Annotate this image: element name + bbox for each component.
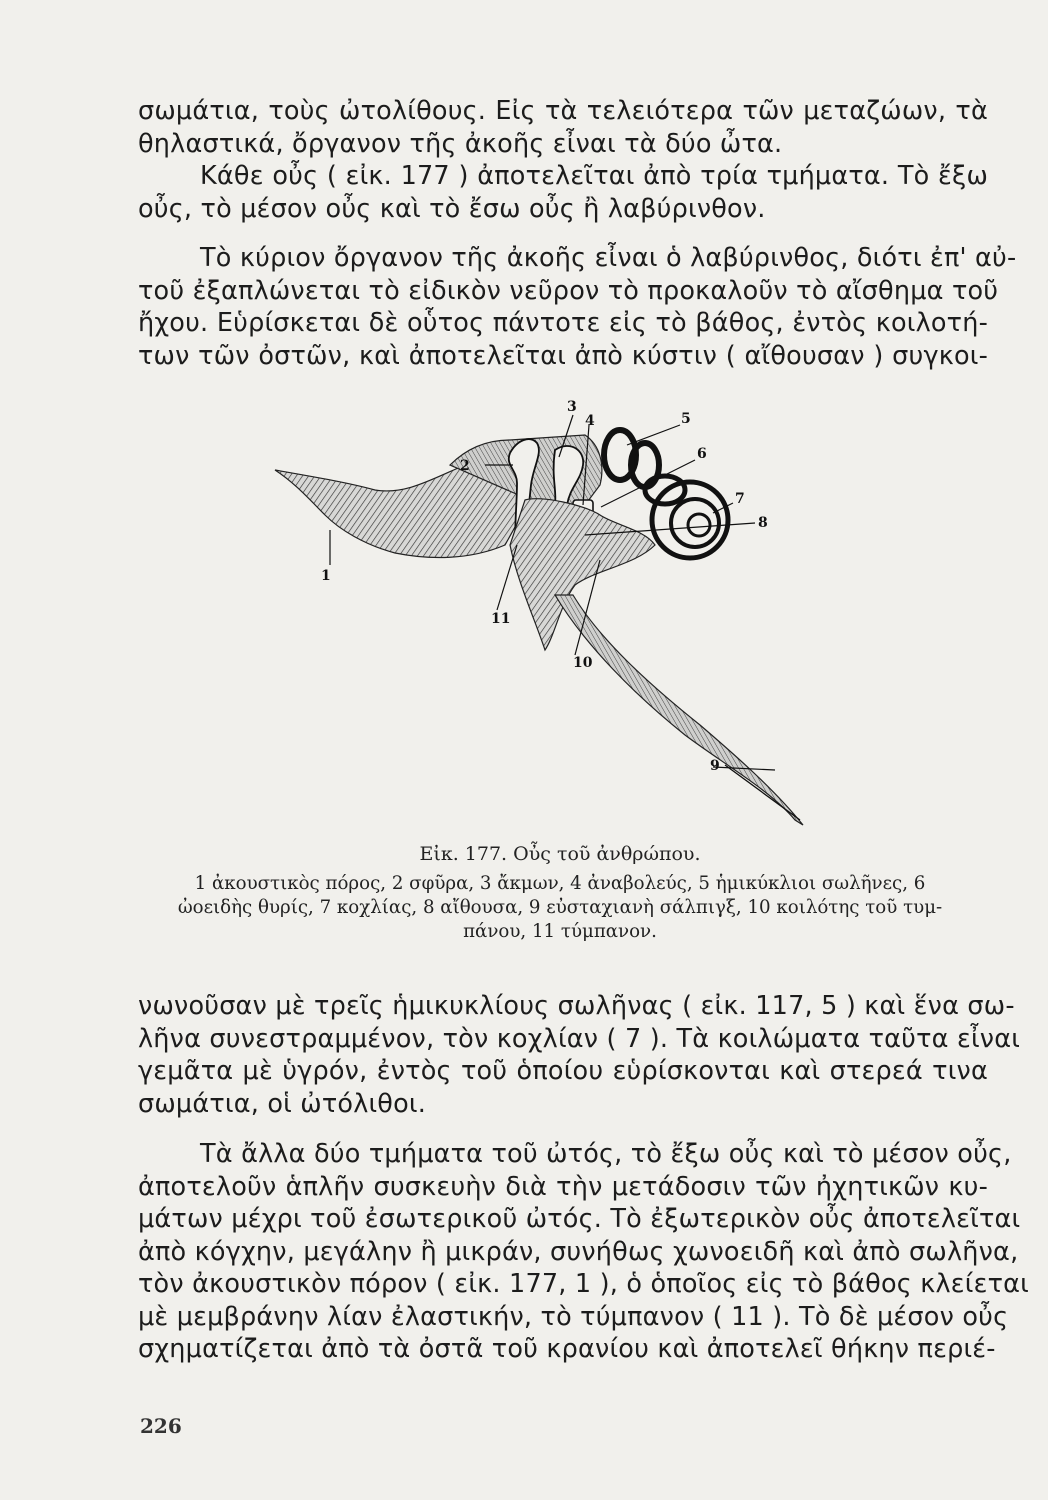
text-line: τοῦ ἐξαπλώνεται τὸ εἰδικὸν νεῦρον τὸ προκαλοῦν τὸ αἴσθημα τοῦ xyxy=(138,275,999,306)
figure-label: 10 xyxy=(573,655,593,671)
paragraph-3 xyxy=(138,990,1021,1120)
figure-caption-title: Εἰκ. 177. Οὖς τοῦ ἀνθρώπου. xyxy=(419,843,701,865)
caption-line: ὠοειδὴς θυρίς, 7 κοχλίας, 8 αἴθουσα, 9 εὐσταχιανὴ σάλπιγξ, 10 κοιλότης τοῦ τυμ- xyxy=(177,897,943,918)
text-line: ἤχου. Εὑρίσκεται δὲ οὗτος πάντοτε εἰς τὸ βάθος, ἐντὸς κοιλοτή- xyxy=(138,308,988,338)
figure-label: 6 xyxy=(697,446,707,462)
text-line: σωμάτια, τοὺς ὠτολίθους. Εἰς τὰ τελειότερα τῶν μεταζώων, τὰ xyxy=(138,96,988,126)
cochlea-shape xyxy=(688,514,710,536)
figure-label: 4 xyxy=(585,413,595,429)
text-line: λῆνα συνεστραμμένον, τὸν κοχλίαν ( 7 ). Τὰ κοιλώματα ταῦτα εἶναι xyxy=(138,1023,1021,1054)
text-line: θηλαστικά, ὄργανον τῆς ἀκοῆς εἶναι τὰ δύο ὦτα. xyxy=(138,128,783,159)
paragraph-2 xyxy=(138,242,1017,372)
text-line: Τὸ κύριον ὄργανον τῆς ἀκοῆς εἶναι ὁ λαβύρινθος, διότι ἐπ' αὐ- xyxy=(200,243,1017,273)
eustachian-tube-shape xyxy=(555,595,803,825)
text-line: των τῶν ὀστῶν, καὶ ἀποτελεῖται ἀπὸ κύστιν ( αἴθουσαν ) συγκοι- xyxy=(138,340,988,371)
text-line: τὸν ἀκουστικὸν πόρον ( εἰκ. 177, 1 ), ὁ ὁποῖος εἰς τὸ βάθος κλείεται xyxy=(138,1269,1029,1299)
text-line: μάτων μέχρι τοῦ ἐσωτερικοῦ ὠτός. Τὸ ἐξωτερικὸν οὖς ἀποτελεῖται xyxy=(138,1204,1021,1234)
page-number: 226 xyxy=(140,1414,182,1438)
text-line: Κάθε οὖς ( εἰκ. 177 ) ἀποτελεῖται ἀπὸ τρία τμήματα. Τὸ ἔξω xyxy=(200,161,988,191)
text-line: ἀπὸ κόγχην, μεγάλην ἢ μικράν, συνήθως χωνοειδῆ καὶ ἀπὸ σωλῆνα, xyxy=(138,1236,1019,1267)
figure-label: 8 xyxy=(758,515,768,531)
figure-label: 11 xyxy=(491,611,511,627)
paragraph-1 xyxy=(138,95,988,225)
figure-label: 9 xyxy=(710,758,720,774)
text-line: μὲ μεμβράνην λίαν ἐλαστικήν, τὸ τύμπανον ( 11 ). Τὸ δὲ μέσον οὖς xyxy=(138,1301,1009,1332)
text-line: σωμάτια, οἱ ὠτόλιθοι. xyxy=(138,1088,427,1119)
figure-label: 5 xyxy=(681,411,691,427)
paragraph-4 xyxy=(138,1138,1029,1366)
ear-anatomy-figure xyxy=(255,395,835,835)
figure-label: 1 xyxy=(321,568,331,584)
text-line: σχηματίζεται ἀπὸ τὰ ὀστᾶ τοῦ κρανίου καὶ ἀποτελεῖ θήκην περιέ- xyxy=(138,1334,996,1364)
text-line: οὖς, τὸ μέσον οὖς καὶ τὸ ἔσω οὖς ἢ λαβύρινθον. xyxy=(138,193,766,224)
caption-line: 1 ἀκουστικὸς πόρος, 2 σφῦρα, 3 ἄκμων, 4 ἀναβολεύς, 5 ἡμικύκλιοι σωλῆνες, 6 xyxy=(194,873,926,894)
text-line: γεμᾶτα μὲ ὑγρόν, ἐντὸς τοῦ ὁποίου εὑρίσκονται καὶ στερεά τινα xyxy=(138,1056,988,1086)
text-line: Τὰ ἄλλα δύο τμήματα τοῦ ὠτός, τὸ ἔξω οὖς καὶ τὸ μέσον οὖς, xyxy=(200,1139,1012,1169)
text-line: νωνοῦσαν μὲ τρεῖς ἡμικυκλίους σωλῆνας ( εἰκ. 117, 5 ) καὶ ἕνα σω- xyxy=(138,991,1015,1021)
figure-label: 3 xyxy=(567,399,577,415)
figure-caption xyxy=(130,872,990,944)
figure-label: 2 xyxy=(460,458,470,474)
caption-line: πάνου, 11 τύμπανον. xyxy=(463,921,657,942)
text-line: ἀποτελοῦν ἁπλῆν συσκευὴν διὰ τὴν μετάδοσιν τῶν ἠχητικῶν κυ- xyxy=(138,1171,988,1202)
cochlea-shape xyxy=(671,499,719,547)
figure-label: 7 xyxy=(735,491,745,507)
